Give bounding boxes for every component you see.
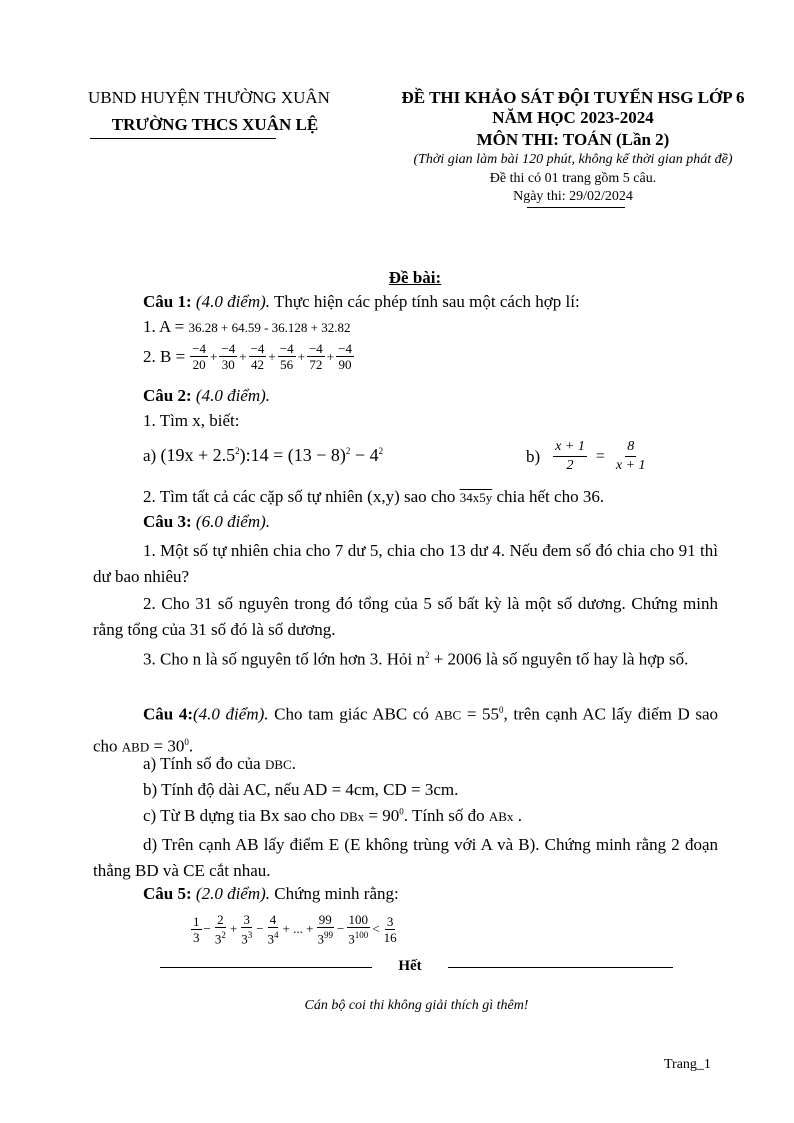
q4-label: Câu 4: [143,704,194,724]
q5-inequality: $\frac{1}{3}$ − $\frac{2}{3^2}$ + $\frac{3}{3^3}$ − $\frac{4}{3^4}$ + ... + $\frac{99}{3^{99}}$ − $\frac{100}{3^{100}}$ < $\frac{3}{16}$ [193,912,397,947]
q5-text: Chứng minh rằng: [274,884,399,903]
end-label: Hết [398,958,422,974]
school-underline [90,138,276,139]
q2-item1: 1. Tìm x, biết: [143,411,240,430]
q1-b-fraction-4: $\frac{-4}{56}$ [279,341,294,372]
q4-a: a) Tính số đo của DBC. [143,754,296,773]
q2-b-left-fraction: $\frac{x + 1}{2}$ [555,439,585,473]
district-name: UBND HUYỆN THƯỜNG XUÂN [88,88,330,107]
angle-abx: ABx [488,809,514,824]
q1-a-label: 1. A = [143,317,185,336]
exam-date: Ngày thi: 29/02/2024 [513,189,633,204]
q1-b-fraction-2: $\frac{-4}{30}$ [221,341,236,372]
q2-a [143,445,383,466]
q2-points: (4.0 điểm). [195,386,271,405]
q2-a-label: a) [143,446,157,465]
q1-b: 2. B = $\frac{-4}{20}$ + $\frac{-4}{30}$ + $\frac{-4}{42}$ + $\frac{-4}{56}$ + $\frac{-4}{72}$ + $\frac{-4}{90}$ [143,341,352,372]
q1-a-expression: 36.28 + 64.59 - 36.128 + 32.82 [188,320,351,335]
exam-year: NĂM HỌC 2023-2024 [492,108,654,127]
exam-subject: MÔN THI: TOÁN (Lần 2) [476,130,670,149]
q1-label: Câu 1: [143,292,192,311]
q5-line [143,884,399,904]
q1-a [143,317,351,337]
q4-d: d) Trên cạnh AB lấy điểm E (E không trùng với A và B). Chứng minh rằng 2 đoạn thẳng BD và CE cắt nhau. [93,835,718,880]
q3-part3: 3. Cho n là số nguyên tố lớn hơn 3. Hỏi $n^2 + 2006$ là số nguyên tố hay là hợp số. [143,649,689,669]
date-underline [527,207,625,208]
q1-text: Thực hiện các phép tính sau một cách hợp lí: [273,292,580,311]
exam-title: ĐỀ THI KHẢO SÁT ĐỘI TUYỂN HSG LỚP 6 [401,88,745,107]
q4-b: b) Tính độ dài AC, nếu AD = 4cm, CD = 3cm. [143,780,459,799]
q1-b-fraction-5: $\frac{-4}{72}$ [308,341,323,372]
q2-item2: 2. Tìm tất cả các cặp số tự nhiên (x,y) sao cho 34x5y chia hết cho 36. [143,487,605,506]
q1-b-fraction-3: $\frac{-4}{42}$ [250,341,265,372]
q2-b: b) $\frac{x + 1}{2}$ = $\frac{8}{x + 1}$ [526,439,646,473]
q1-b-fraction-6: $\frac{-4}{90}$ [338,341,352,372]
q3-part1: 1. Một số tự nhiên chia cho 7 dư 5, chia cho 13 dư 4. Nếu đem số đó chia cho 91 thì dư bao nhiêu? [93,541,718,586]
q2-b-right-fraction: $\frac{8}{x + 1}$ [615,439,646,473]
q2-a-equation: $(19x + 2.5^2):14 = (13 - 8)^2 - 4^2$ [160,445,384,465]
footer-note: Cán bộ coi thi không giải thích gì thêm! [304,998,529,1013]
q3-line [143,512,270,532]
angle-abc: ABC [434,707,462,723]
q1-b-fraction-1: $\frac{-4}{20}$ [192,341,207,372]
page-number: Trang_1 [664,1057,711,1072]
q4-c: c) Từ B dựng tia Bx sao cho DBx = $90^0$. Tính số đo ABx . [143,806,522,825]
q3-part2: 2. Cho 31 số nguyên trong đó tổng của 5 số bất kỳ là một số dương. Chứng minh rằng tổng của 31 số đó là số dương. [93,594,718,639]
pages-note: Đề thi có 01 trang gồm 5 câu. [489,171,657,186]
end-line-left [160,967,372,968]
q4-intro: Câu 4:(4.0 điểm). Cho tam giác ABC có ABC = $55^0$, trên cạnh AC lấy điểm D sao cho ABD = $30^0$. [93,704,719,756]
q2-number: 34x5y [459,490,493,505]
school-name: TRƯỜNG THCS XUÂN LỆ [111,115,319,134]
q2-label: Câu 2: [143,386,192,405]
q1-b-label: 2. B = [143,346,186,366]
q4-points: (4.0 điểm). [193,704,269,724]
angle-abd: ABD [121,739,150,755]
q2-b-label: b) [526,446,541,466]
q3-points: (6.0 điểm). [195,512,271,531]
q1-line [143,292,580,312]
q5-points: (2.0 điểm). [195,884,271,903]
angle-dbc: DBC [264,757,292,772]
time-note: (Thời gian làm bài 120 phút, không kể thời gian phát đề) [413,152,733,167]
q3-label: Câu 3: [143,512,192,531]
section-heading: Đề bài: [388,268,442,287]
end-line-right [448,967,673,968]
q1-points: (4.0 điểm). [195,292,271,311]
angle-dbx: DBx [339,809,365,824]
q2-line [143,386,270,406]
q5-label: Câu 5: [143,884,192,903]
